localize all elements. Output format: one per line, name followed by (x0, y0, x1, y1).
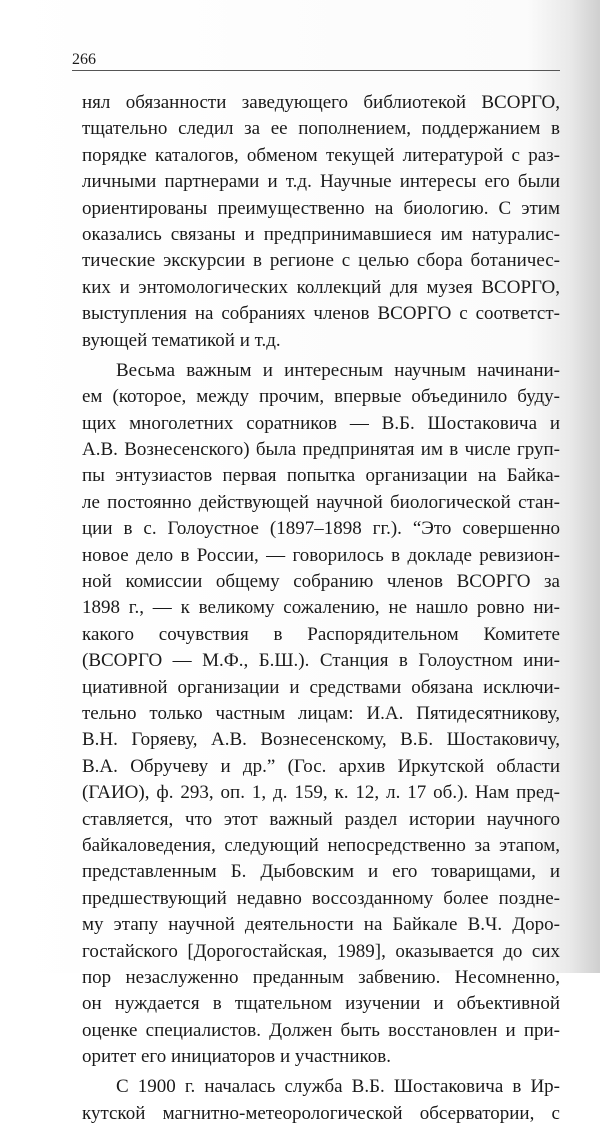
text-line: выступления на собраниях членов ВСОРГО с соответст- (82, 303, 560, 325)
text-line: Весьма важным и интересным научным начинани- (116, 359, 560, 381)
text-line: А.В. Вознесенского) была предпринятая им в числе груп- (82, 439, 560, 461)
text-line: новое дело в России, — говорилось в докладе ревизион- (82, 544, 560, 566)
text-line: оказались связаны и предпринимавшиеся им натуралис- (82, 223, 560, 245)
text-line: ставляется, что этот важный раздел истории научного (82, 808, 560, 830)
text-line: ких и энтомологических коллекций для музея ВСОРГО, (82, 276, 560, 298)
text-line: В.А. Обручеву и др.” (Гос. архив Иркутской области (82, 755, 560, 777)
body-text (82, 90, 560, 1127)
text-line: кутской магнитно-метеорологической обсерватории, с (82, 1102, 560, 1124)
text-line: щих многолетних соратников — В.Б. Шостаковича и (82, 412, 560, 434)
text-line: (ВСОРГО — М.Ф., Б.Ш.). Станция в Голоустном ини- (82, 650, 560, 672)
text-line: он нуждается в тщательном изучении и объективной (82, 993, 560, 1015)
text-line: предшествующий недавно воссозданному более поздне- (82, 887, 560, 909)
text-line: оценке специалистов. Должен быть восстановлен и при- (82, 1019, 560, 1041)
page-number: 266 (72, 51, 96, 68)
text-line: пор незаслуженно преданным забвению. Несомненно, (82, 966, 560, 988)
text-line: порядке каталогов, обменом текущей литературой с раз- (82, 144, 560, 166)
text-line: 1898 г., — к великому сожалению, не нашло ровно ни- (82, 597, 560, 619)
text-line: ле постоянно действующей научной биологической стан- (82, 491, 560, 513)
text-line: пы энтузиастов первая попытка организации на Байка- (82, 465, 560, 487)
text-line: тельно только частным лицам: И.А. Пятидесятникову, (82, 702, 560, 724)
text-line: тщательно следил за ее пополнением, поддержанием в (82, 118, 560, 140)
text-line: байкаловедения, следующий непосредственно за этапом, (82, 834, 560, 856)
text-line: С 1900 г. началась служба В.Б. Шостаковича в Ир- (116, 1076, 560, 1098)
page-header (72, 50, 560, 71)
text-line: вующей тематикой и т.д. (82, 329, 281, 351)
text-line: нял обязанности заведующего библиотекой ВСОРГО, (82, 92, 560, 113)
text-line: тические экскурсии в регионе с целью сбора ботаничес- (82, 250, 560, 272)
text-line: какого сочувствия в Распорядительном Комитете (82, 623, 560, 645)
text-line: ции в с. Голоустное (1897–1898 гг.). “Это совершенно (82, 518, 560, 540)
text-line: (ГАИО), ф. 293, оп. 1, д. 159, к. 12, л. 17 об.). Нам пред- (82, 782, 560, 804)
text-line: оритет его инициаторов и участников. (82, 1046, 391, 1068)
text-line: ем (которое, между прочим, впервые объединило буду- (82, 386, 560, 408)
text-line: циативной организации и средствами обязана исключи- (82, 676, 560, 698)
text-line: му этапу научной деятельности на Байкале В.Ч. Доро- (82, 914, 560, 936)
text-line: личными партнерами и т.д. Научные интересы его были (82, 171, 560, 193)
text-line: ориентированы преимущественно на биологию. С этим (82, 197, 560, 219)
text-line: ной комиссии общему собранию членов ВСОРГО за (82, 571, 560, 593)
text-line: представленным Б. Дыбовским и его товарищами, и (82, 861, 560, 883)
text-line: В.Н. Горяеву, А.В. Вознесенскому, В.Б. Шостаковичу, (82, 729, 560, 751)
text-line: гостайского [Дорогостайская, 1989], оказывается до сих (82, 940, 560, 962)
